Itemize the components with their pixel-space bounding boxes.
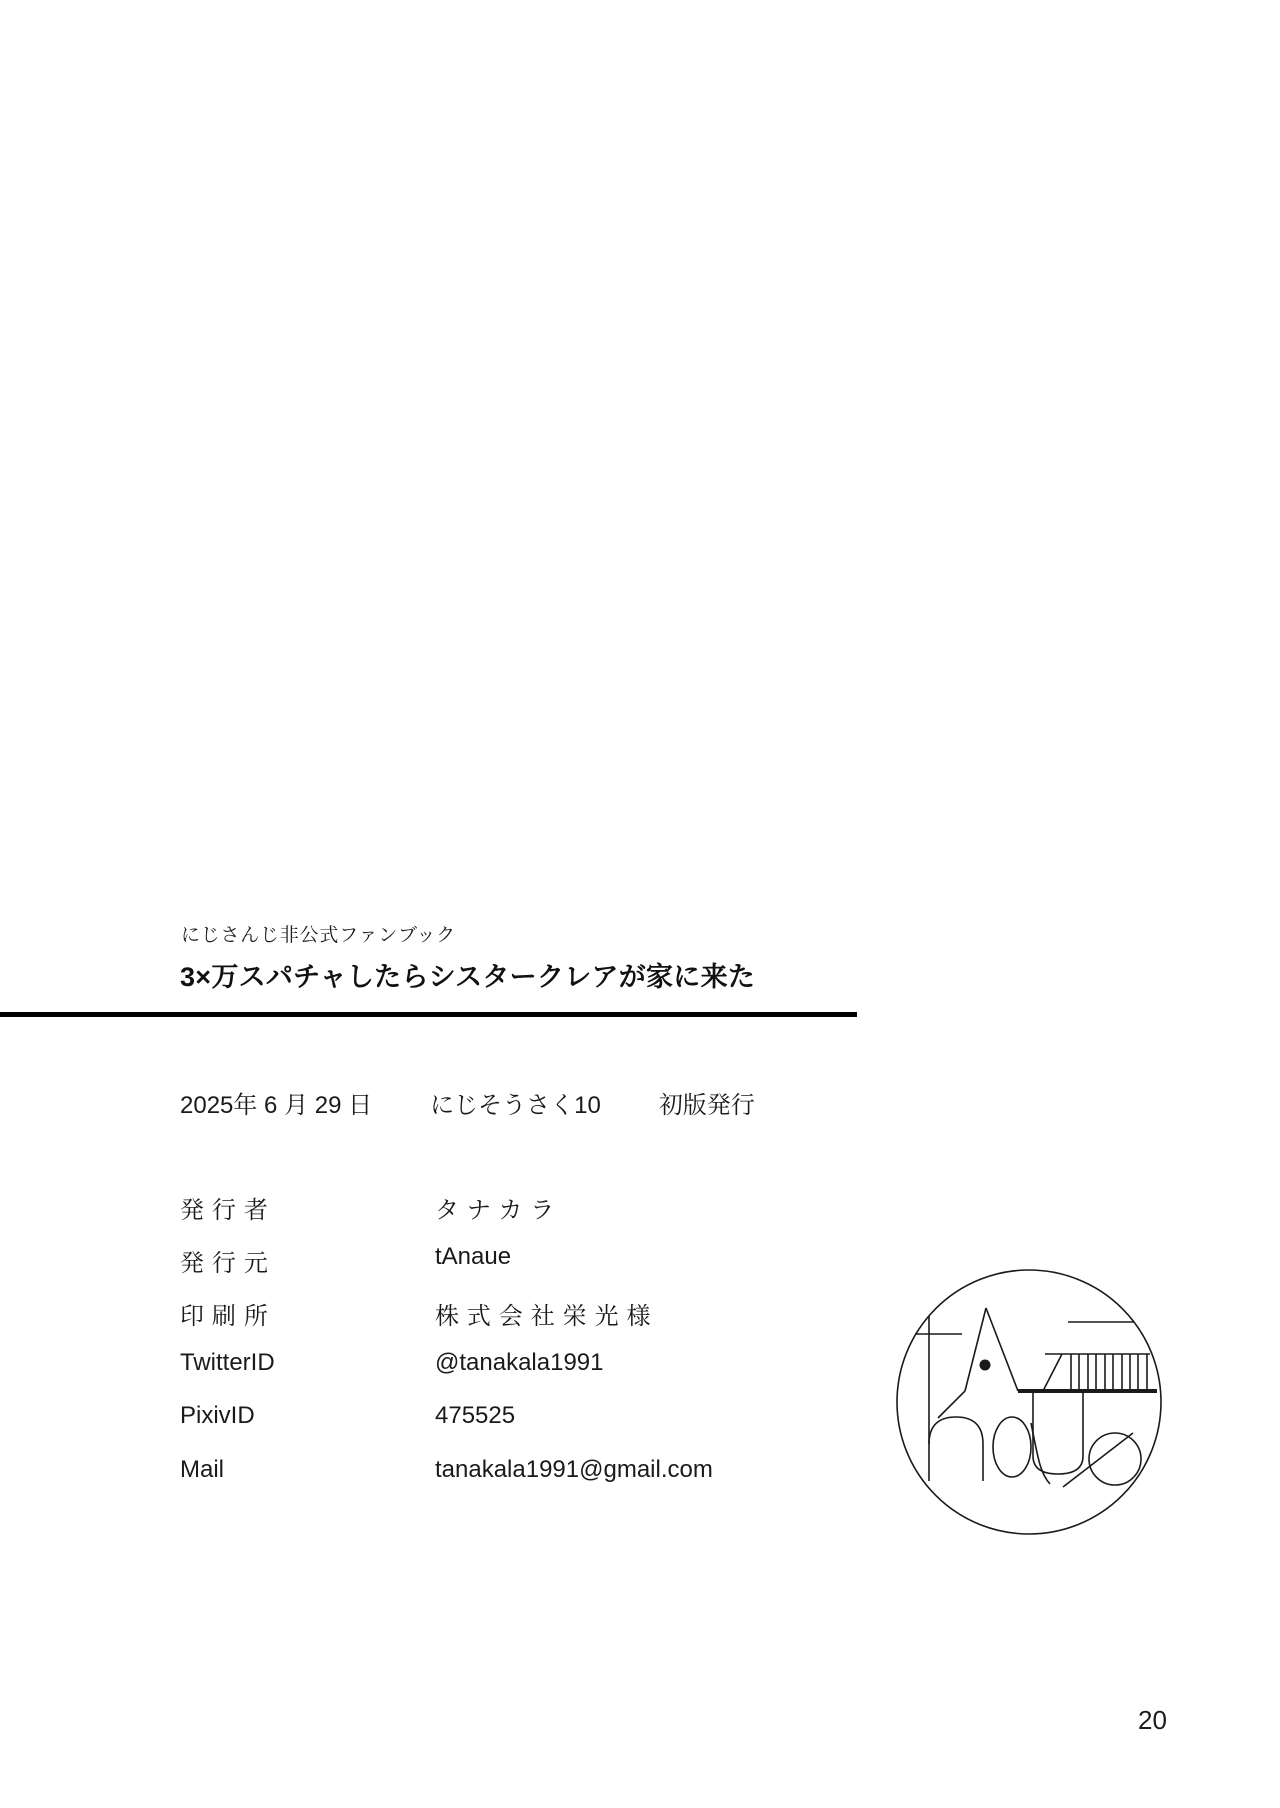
event-name: にじそうさく10 <box>430 1092 601 1119</box>
colophon-row-printer <box>180 1296 880 1330</box>
row-value: タナカラ <box>435 1197 563 1224</box>
publication-date: 2025年 6 月 29 日 <box>180 1092 373 1119</box>
edition-line <box>180 1085 755 1120</box>
row-value: 475525 <box>435 1402 516 1429</box>
row-label: 発行者 <box>180 1197 276 1224</box>
row-value: tAnaue <box>435 1243 512 1270</box>
colophon-row-twitter <box>180 1349 880 1383</box>
colophon-row-pixiv <box>180 1402 880 1436</box>
page-number: 20 <box>1138 1705 1167 1735</box>
colophon-row-publisher <box>180 1190 880 1224</box>
row-label: Mail <box>180 1456 225 1483</box>
colophon-row-circle <box>180 1243 880 1277</box>
row-label: 印刷所 <box>180 1303 276 1330</box>
colophon-row-mail <box>180 1456 880 1490</box>
row-label: PixivID <box>180 1402 255 1429</box>
row-value: @tanakala1991 <box>435 1349 604 1376</box>
row-value: 株式会社栄光様 <box>435 1303 659 1330</box>
row-label: TwitterID <box>180 1349 275 1376</box>
edition-note: 初版発行 <box>658 1092 755 1119</box>
row-label: 発行元 <box>180 1250 276 1277</box>
book-title: 3×万スパチャしたらシスタークレアが家に来た <box>180 962 756 992</box>
row-value: tanakala1991@gmail.com <box>435 1456 713 1483</box>
tanaue-circle-logo-icon <box>890 1263 1168 1541</box>
divider-rule <box>0 1012 857 1017</box>
series-label: にじさんじ非公式ファンブック <box>181 925 456 946</box>
